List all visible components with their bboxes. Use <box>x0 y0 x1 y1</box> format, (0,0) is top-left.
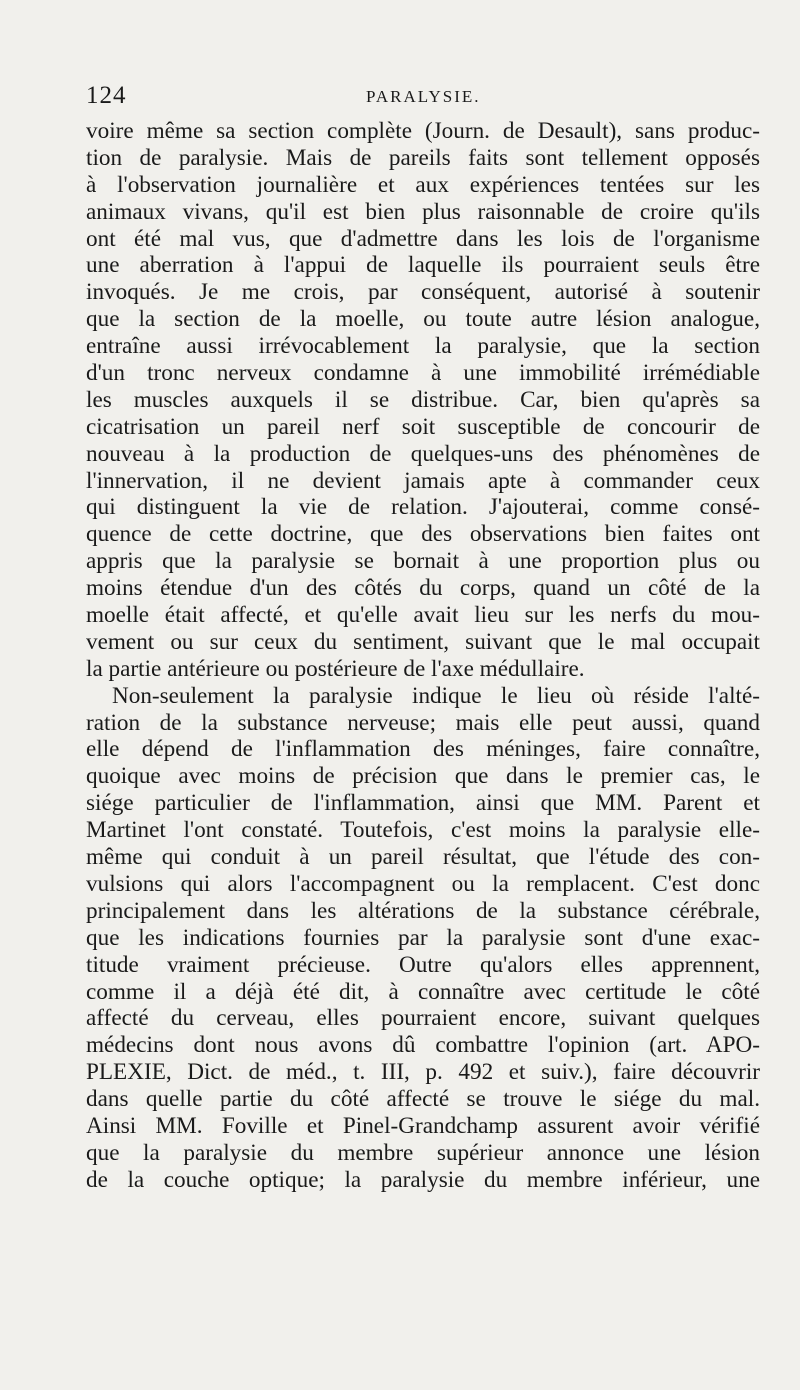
text-line: quoique avec moins de précision que dans le premier cas, le <box>86 763 760 790</box>
text-line: appris que la paralysie se bornait à une proportion plus ou <box>86 548 760 575</box>
text-line: tion de paralysie. Mais de pareils faits sont tellement opposés <box>86 144 760 171</box>
text-line: que la paralysie du membre supérieur annonce une lésion <box>86 1139 760 1166</box>
text-line: d'un tronc nerveux condamne à une immobilité irrémédiable <box>86 360 760 387</box>
text-line: elle dépend de l'inflammation des méninges, faire connaître, <box>86 736 760 763</box>
running-title: PARALYSIE. <box>366 87 481 106</box>
text-line: les muscles auxquels il se distribue. Car, bien qu'après sa <box>86 386 760 413</box>
page-number: 124 <box>86 82 127 109</box>
text-line: nouveau à la production de quelques-uns des phénomènes de <box>86 440 760 467</box>
text-line: même qui conduit à un pareil résultat, que l'étude des con- <box>86 844 760 871</box>
text-line: la partie antérieure ou postérieure de l'axe médullaire. <box>86 655 585 682</box>
text-line: médecins dont nous avons dû combattre l'opinion (art. APO- <box>86 1032 760 1059</box>
paragraph-2 <box>86 683 760 1194</box>
text-line: dans quelle partie du côté affecté se trouve le siége du mal. <box>86 1086 760 1113</box>
text-line: une aberration à l'appui de laquelle ils pourraient seuls être <box>86 252 760 279</box>
text-line: animaux vivans, qu'il est bien plus raisonnable de croire qu'ils <box>86 198 760 225</box>
text-line: Ainsi MM. Foville et Pinel-Grandchamp assurent avoir vérifié <box>86 1112 760 1139</box>
text-line: quence de cette doctrine, que des observations bien faites ont <box>86 521 760 548</box>
text-line: ration de la substance nerveuse; mais elle peut aussi, quand <box>86 709 760 736</box>
text-line: siége particulier de l'inflammation, ainsi que MM. Parent et <box>86 790 760 817</box>
text-line: ont été mal vus, que d'admettre dans les lois de l'organisme <box>86 225 760 252</box>
text-line: cicatrisation un pareil nerf soit susceptible de concourir de <box>86 413 760 440</box>
text-line: PLEXIE, Dict. de méd., t. III, p. 492 et suiv.), faire découvrir <box>86 1059 760 1086</box>
body-text <box>86 118 760 1194</box>
text-line: vement ou sur ceux du sentiment, suivant que le mal occupait <box>86 628 760 655</box>
text-line: comme il a déjà été dit, à connaître avec certitude le côté <box>86 978 760 1005</box>
text-line: principalement dans les altérations de la substance cérébrale, <box>86 897 760 924</box>
text-line: moelle était affecté, et qu'elle avait lieu sur les nerfs du mou- <box>86 602 760 629</box>
page-header <box>86 82 760 112</box>
text-line: Martinet l'ont constaté. Toutefois, c'est moins la paralysie elle- <box>86 817 760 844</box>
paragraph-1 <box>86 118 760 683</box>
text-line: invoqués. Je me crois, par conséquent, autorisé à soutenir <box>86 279 760 306</box>
text-line: qui distinguent la vie de relation. J'ajouterai, comme consé- <box>86 494 760 521</box>
text-line: affecté du cerveau, elles pourraient encore, suivant quelques <box>86 1005 760 1032</box>
text-line: de la couche optique; la paralysie du membre inférieur, une <box>86 1166 760 1193</box>
text-line: à l'observation journalière et aux expériences tentées sur les <box>86 171 760 198</box>
text-line: que les indications fournies par la paralysie sont d'une exac- <box>86 924 760 951</box>
text-line: moins étendue d'un des côtés du corps, quand un côté de la <box>86 575 760 602</box>
text-line: titude vraiment précieuse. Outre qu'alors elles apprennent, <box>86 951 760 978</box>
text-line: entraîne aussi irrévocablement la paralysie, que la section <box>86 333 760 360</box>
text-line: voire même sa section complète (Journ. de Desault), sans produc- <box>86 118 760 144</box>
text-line: l'innervation, il ne devient jamais apte à commander ceux <box>86 467 760 494</box>
text-line: vulsions qui alors l'accompagnent ou la remplacent. C'est donc <box>86 870 760 897</box>
text-line: que la section de la moelle, ou toute autre lésion analogue, <box>86 306 760 333</box>
text-line: Non-seulement la paralysie indique le lieu où réside l'alté- <box>112 682 760 709</box>
